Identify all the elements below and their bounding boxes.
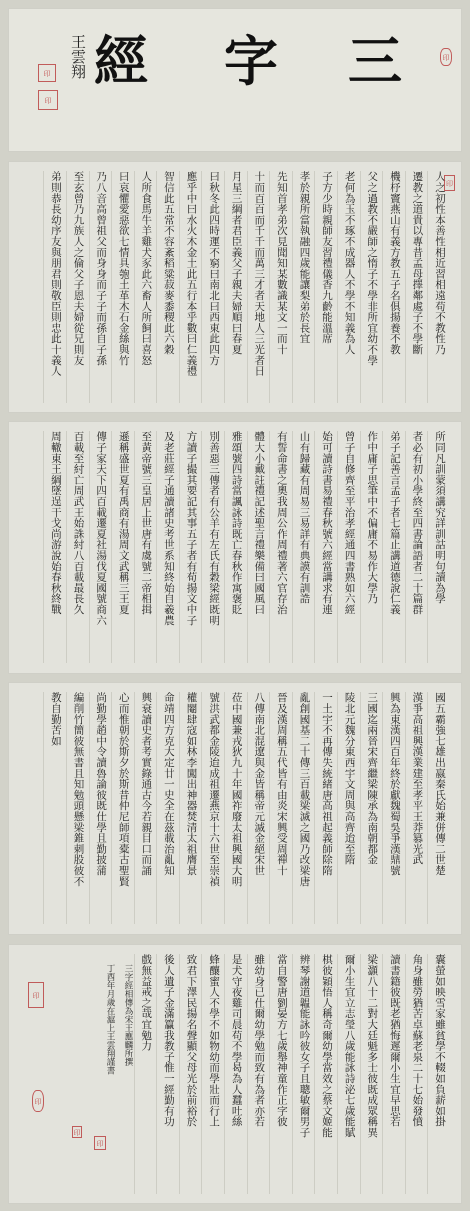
text-column: 八傳南北混遼與金皆稱帝元滅金絕宋世 [247, 692, 270, 924]
text-column: 至黃帝號三皇居上世唐有虞號二帝相揖 [134, 431, 157, 663]
text-column: 興衰讀史者考實錄通古今若親目口而誦 [134, 692, 157, 924]
text-column: 莅中國兼戎狄九十年國祚廢太祖興國大明 [224, 692, 247, 924]
colophon-line: 三字經相傳為宋王應麟所撰 [123, 964, 133, 1066]
text-column: 十而百百而千千而萬三才者天地人三光者日 [247, 171, 270, 403]
text-column: 有誓命書之奧我周公作周禮著六官存治 [269, 431, 292, 663]
text-column: 山有歸藏有周易三易詳有典謨有訓誥 [292, 431, 315, 663]
text-column: 別善惡三傳者有公羊有左氏有穀梁經既明 [201, 431, 224, 663]
text-column: 乃八音高曾祖父而身身而子子而孫自子孫 [89, 171, 112, 403]
text-column: 梁灝八十二對大廷魁多士彼既成眾稱異 [360, 954, 383, 1194]
text-column: 讀書籍彼既老猶悔遲爾小生宜早思若 [382, 954, 405, 1194]
text-column: 弟則恭長幼序友與朋君則敬臣則忠此十義人 [43, 171, 66, 403]
title-char-zi: 字 [224, 29, 278, 93]
text-column: 老何為玉不琢不成器人不學不知義為人 [337, 171, 360, 403]
text-column: 囊螢如映雪家雖貧學不輟如負薪如掛 [427, 954, 450, 1194]
title-panel [8, 8, 462, 152]
text-column: 及老莊經子通讀諸史考世系知終始自羲農 [156, 431, 179, 663]
column-group [43, 431, 450, 663]
calligrapher-signature: 王雲翔 [69, 34, 87, 79]
text-column: 人所食馬牛羊雞犬豕此六畜人所飼曰喜怒 [134, 171, 157, 403]
seal-stamp: 印 [444, 175, 455, 191]
text-column: 遷教之道貴以專昔孟母擇鄰處子不學斷 [405, 171, 428, 403]
text-column: 作中庸子思筆中不偏庸不易作大學乃 [360, 431, 383, 663]
text-column: 人之初性本善性相近習相遠苟不教性乃 [427, 171, 450, 403]
text-panel-3 [8, 682, 462, 935]
text-column: 應乎中曰水火木金土此五行本乎數曰仁義禮 [179, 171, 202, 403]
column-group [134, 954, 450, 1194]
text-column: 方讀子撮其要記其事五子者有荀揚文中子 [179, 431, 202, 663]
text-column: 智信此五常不容紊稻粱菽麥黍稷此六穀 [156, 171, 179, 403]
text-column: 孝於親所當執融四歲能讓梨弟於長宜 [292, 171, 315, 403]
text-column: 子方少時親師友習禮儀香九齡能溫席 [314, 171, 337, 403]
text-column: 教自勤苦如 [43, 692, 66, 924]
text-column: 者必有初小學終至四書論語者二十篇群 [405, 431, 428, 663]
text-column: 亂創國基二十傳三百載梁滅之國乃改梁唐 [292, 692, 315, 924]
text-column: 棋彼穎悟人稱奇爾幼學當效之蔡文姬能 [314, 954, 337, 1194]
text-column: 角身雖勞猶苦卓蘇老泉二十七始發憤 [405, 954, 428, 1194]
text-column: 致君下澤民揚名聲顯父母光於前裕於 [179, 954, 202, 1194]
text-column: 雖幼身已仕爾幼學勉而致有為者亦若 [247, 954, 270, 1194]
seal-stamp: 印 [94, 1136, 106, 1150]
text-panel-4 [8, 944, 462, 1204]
text-column: 晉及漢周稱五代皆有由炎宋興受周禪十 [269, 692, 292, 924]
seal-stamp: 印 [38, 64, 56, 82]
text-column: 曰秋冬此四時運不窮曰南北曰西東此四方 [201, 171, 224, 403]
text-column: 體大小戴註禮記述聖言禮樂備曰國風曰 [247, 431, 270, 663]
text-column: 編削竹簡彼無書且知勉頭懸梁錐刺股彼不 [66, 692, 89, 924]
text-column: 國五霸強七雄出嬴秦氏始兼併傳二世楚 [427, 692, 450, 924]
text-column: 心而惟朝於斯夕於斯昔仲尼師項橐古聖賢 [111, 692, 134, 924]
text-column: 尚勤學趙中令讀魯論彼既仕學且勤披蒲 [89, 692, 112, 924]
text-column: 漢爭高祖興漢業建至孝平王莽篡光武 [405, 692, 428, 924]
text-column: 戲無益戒之哉宜勉力 [134, 954, 157, 1194]
text-column: 號洪武都金陵迨成祖遷燕京十六世至崇禎 [201, 692, 224, 924]
text-column: 至玄曾乃九族人之倫父子恩夫婦從兄則友 [66, 171, 89, 403]
text-column: 爾小生宜立志瑩八歲能詠詩泌七歲能賦 [337, 954, 360, 1194]
text-column: 蜂釀蜜人不學不如物幼而學壯而行上 [201, 954, 224, 1194]
seal-stamp: 印 [28, 982, 44, 1008]
text-column: 命靖四方克大定廿一史全在茲載治亂知 [156, 692, 179, 924]
text-column: 雅頌號四詩當諷詠詩既亡春秋作寓褒貶 [224, 431, 247, 663]
text-column: 遜稱盛世夏有禹商有湯周文武稱三王夏 [111, 431, 134, 663]
text-column: 一土宇不再傳失統緒唐高祖起義師除隋 [314, 692, 337, 924]
text-column: 陵北元魏分東西宇文周與高齊迨至隋 [337, 692, 360, 924]
text-column: 弟子記善言孟子者七篇止講道德說仁義 [382, 431, 405, 663]
text-column: 興為東漢四百年終於獻魏蜀吳爭漢鼎號 [382, 692, 405, 924]
text-column: 曰哀懼愛惡欲七情具匏土革木石金絲與竹 [111, 171, 134, 403]
text-column: 當自警唐劉晏方七歲舉神童作正字彼 [269, 954, 292, 1194]
column-group [43, 692, 450, 924]
column-group [43, 171, 450, 403]
text-column: 父之過教不嚴師之惰子不學非所宜幼不學 [360, 171, 383, 403]
text-column: 周轍東王綱墜逞干戈尚游說始春秋終戰 [43, 431, 66, 663]
text-column: 是犬守夜雞司晨苟不學曷為人蠶吐絲 [224, 954, 247, 1194]
text-column: 傳子家天下四百載遷夏社湯伐夏國號商六 [89, 431, 112, 663]
text-column: 後人遺子金滿籯我教子惟一經勤有功 [156, 954, 179, 1194]
text-column: 機杼竇燕山有義方教五子名俱揚養不教 [382, 171, 405, 403]
title-char-san: 三 [348, 29, 402, 93]
seal-stamp: 印 [72, 1126, 82, 1138]
text-column: 所同凡訓蒙須講究詳訓詁明句讀為學 [427, 431, 450, 663]
text-column: 三國迄兩晉宋齊繼梁陳承為南朝都金 [360, 692, 383, 924]
seal-stamp: 印 [32, 1090, 44, 1112]
text-panel-1 [8, 161, 462, 413]
text-column: 權閹肆寇如林李闖出神器焚清太祖膺景 [179, 692, 202, 924]
text-panel-2 [8, 421, 462, 674]
colophon-line: 丁酉年月歲在滬上王雲翔謹書 [105, 964, 115, 1075]
text-column: 先知首孝弟次見聞知某數識某文一而十 [269, 171, 292, 403]
seal-stamp: 印 [440, 48, 452, 66]
text-column: 月星三綱者君臣義父子親夫婦順曰春夏 [224, 171, 247, 403]
text-column: 百載至紂亡周武王始誅紂八百載最長久 [66, 431, 89, 663]
seal-stamp: 印 [38, 90, 58, 110]
text-column: 辨琴謝道韞能詠吟彼女子且聰敏爾男子 [292, 954, 315, 1194]
text-column: 始可讀詩書易禮春秋號六經當講求有連 [314, 431, 337, 663]
title-char-jing: 經 [94, 29, 148, 93]
text-column: 曾子自修齊至平治孝經通四書熟如六經 [337, 431, 360, 663]
